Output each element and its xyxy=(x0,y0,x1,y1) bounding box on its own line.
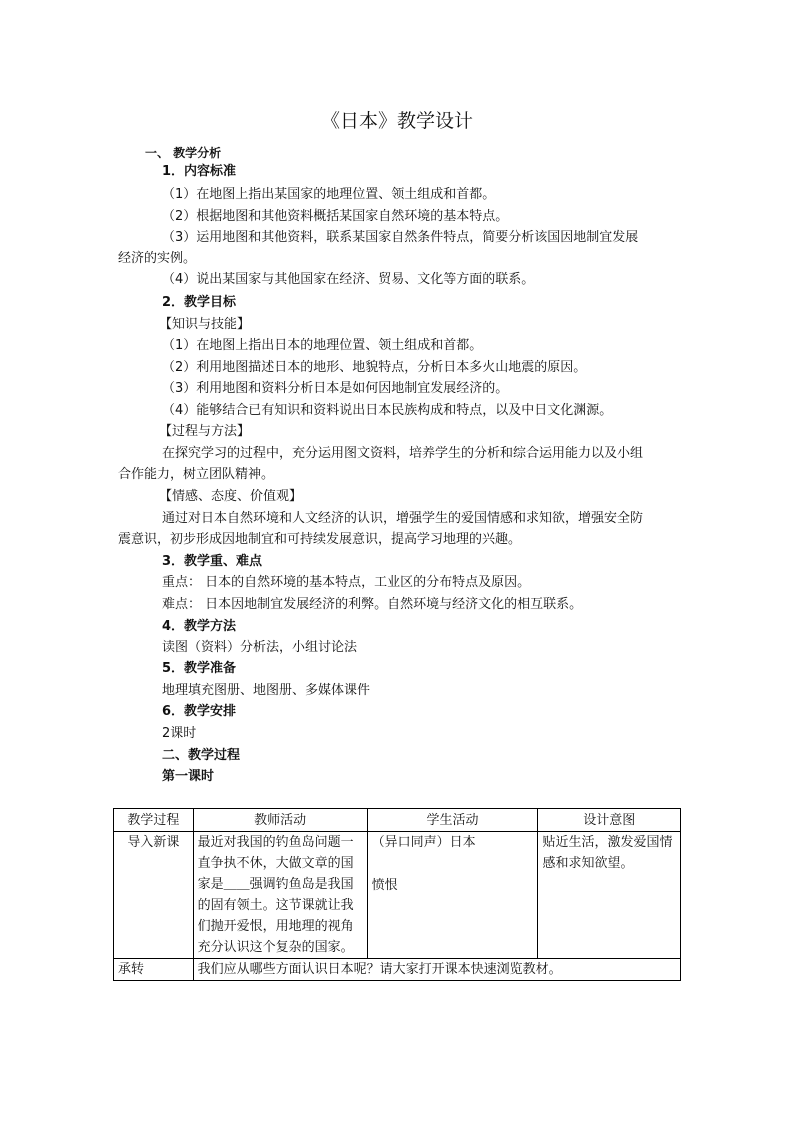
section-heading-analysis: 一、 教学分析 xyxy=(145,146,222,160)
key-point-text: 重点： 日本的自然环境的基本特点，工业区的分布特点及原因。 xyxy=(162,575,531,590)
table-header: 教师活动 xyxy=(193,809,367,832)
student-response: 愤恨 xyxy=(371,878,398,893)
skill-item: （4）能够结合已有知识和资料说出日本民族构成和特点，以及中日文化渊源。 xyxy=(162,403,613,418)
heading-content-standard: 1．内容标准 xyxy=(162,164,237,179)
heading-key-points: 3．教学重、难点 xyxy=(162,554,263,569)
emotion-text: 震意识，初步形成因地制宜和可持续发展意识，提高学习地理的兴趣。 xyxy=(118,532,522,547)
table-header-row xyxy=(114,809,681,832)
heading-teaching-prep: 5．教学准备 xyxy=(162,661,237,676)
heading-teaching-goal: 2．教学目标 xyxy=(162,295,237,310)
subheading-knowledge-skill: 【知识与技能】 xyxy=(159,317,251,332)
section-heading-process: 二、教学过程 xyxy=(162,748,241,763)
table-cell-stage xyxy=(114,832,194,959)
skill-item: （2）利用地图描述日本的地形、地貌特点，分析日本多火山地震的原因。 xyxy=(162,360,587,375)
student-response: （异口同声）日本 xyxy=(371,835,476,850)
table-header: 教学过程 xyxy=(114,809,194,832)
skill-item: （1）在地图上指出日本的地理位置、领土组成和首都。 xyxy=(162,338,483,353)
table-cell-student xyxy=(367,832,538,959)
hard-point-text: 难点： 日本因地制宜发展经济的利弊。自然环境与经济文化的相互联系。 xyxy=(162,597,583,612)
process-text: 在探究学习的过程中，充分运用图文资料，培养学生的分析和综合运用能力以及小组 xyxy=(162,446,644,461)
table-row xyxy=(114,959,681,981)
emotion-text: 通过对日本自然环境和人文经济的认识，增强学生的爱国情感和求知欲，增强安全防 xyxy=(162,511,644,526)
content-item: 经济的实例。 xyxy=(118,251,197,266)
content-item: （2）根据地图和其他资料概括某国家自然环境的基本特点。 xyxy=(162,209,509,224)
prep-text: 地理填充图册、地图册、多媒体课件 xyxy=(162,683,371,698)
arrangement-text: 2课时 xyxy=(162,726,197,741)
document-title: 《日本》教学设计 xyxy=(320,110,473,132)
method-text: 读图（资料）分析法，小组讨论法 xyxy=(162,640,358,655)
skill-item: （3）利用地图和资料分析日本是如何因地制宜发展经济的。 xyxy=(162,381,509,396)
table-cell-intent: 贴近生活，激发爱国情感和求知欲望。 xyxy=(538,832,681,959)
table-cell-teacher: 最近对我国的钓鱼岛问题一直争执不休，大做文章的国家是＿＿强调钓鱼岛是我国的固有领土。这节课就让我们抛开爱恨，用地理的视角充分认识这个复杂的国家。 xyxy=(193,832,367,959)
subheading-emotion: 【情感、态度、价值观】 xyxy=(159,489,303,504)
lesson-plan-table xyxy=(113,808,681,981)
table-cell-transition: 我们应从哪些方面认识日本呢？请大家打开课本快速浏览教材。 xyxy=(193,959,680,981)
table-header: 学生活动 xyxy=(367,809,538,832)
subheading-process-method: 【过程与方法】 xyxy=(159,424,251,439)
lesson-heading: 第一课时 xyxy=(162,769,215,784)
stage-text: 导入新课 xyxy=(127,835,180,850)
heading-teaching-method: 4．教学方法 xyxy=(162,619,237,634)
process-text: 合作能力，树立团队精神。 xyxy=(118,467,275,482)
content-item: （4）说出某国家与其他国家在经济、贸易、文化等方面的联系。 xyxy=(162,272,535,287)
table-row xyxy=(114,832,681,959)
content-item: （1）在地图上指出某国家的地理位置、领土组成和首都。 xyxy=(162,187,496,202)
heading-teaching-arrangement: 6．教学安排 xyxy=(162,704,237,719)
table-cell-stage: 承转 xyxy=(114,959,194,981)
table-header: 设计意图 xyxy=(538,809,681,832)
content-item: （3）运用地图和其他资料，联系某国家自然条件特点，简要分析该国因地制宜发展 xyxy=(162,230,639,245)
